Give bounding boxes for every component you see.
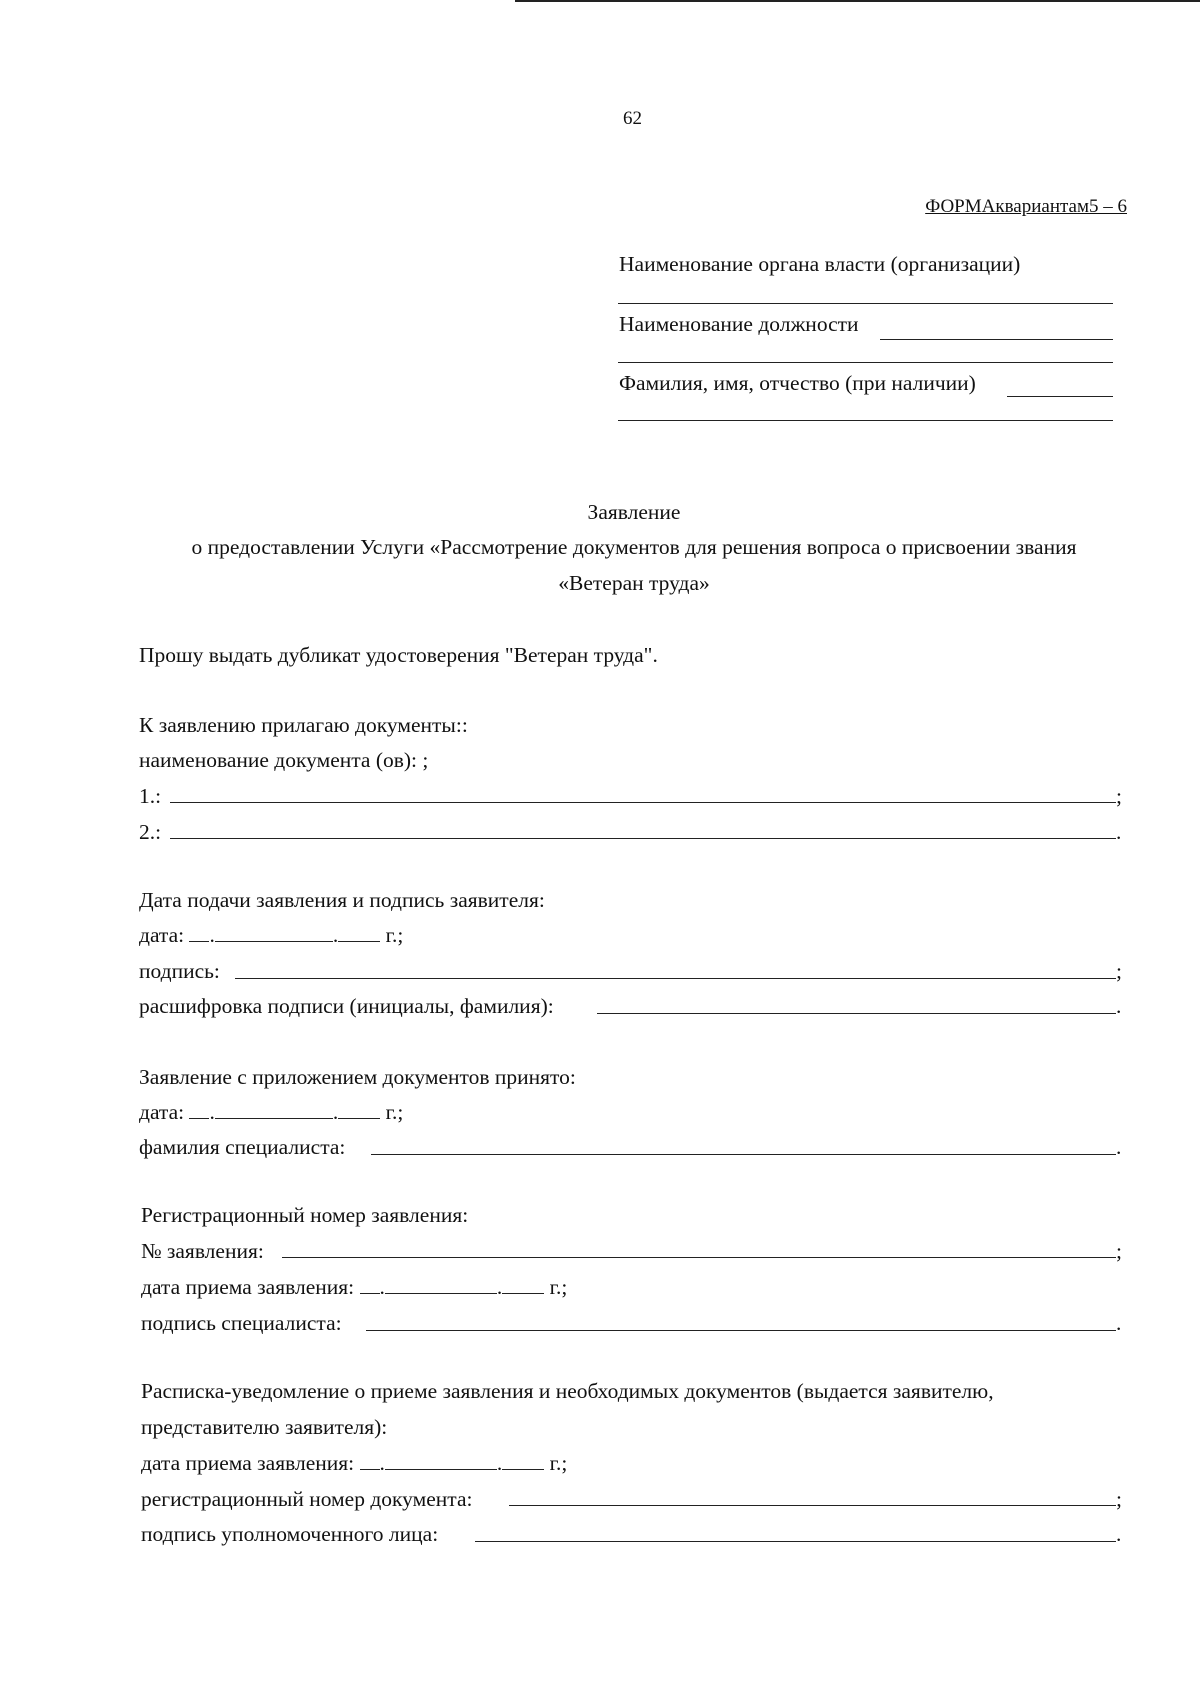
receipt-heading: Расписка-уведомление о приеме заявления и необходимых документов (выдается заявителю, (141, 1379, 994, 1403)
document-title: Заявление (587, 500, 681, 524)
scan-edge-line (515, 0, 1200, 2)
attachments-subheading: наименование документа (ов): ; (139, 748, 429, 772)
addressee-organ-label: Наименование органа власти (организации) (619, 252, 1021, 276)
addressee-fio-line-2[interactable] (618, 420, 1113, 421)
attachment-item-1-line[interactable] (170, 802, 1116, 803)
receipt-regnum-label: регистрационный номер документа: (141, 1487, 473, 1511)
submission-decode-line[interactable] (597, 1013, 1116, 1014)
registration-date: дата приема заявления: . . г.; (141, 1275, 568, 1299)
submission-date-label: дата: (139, 923, 185, 947)
receipt-date-label: дата приема заявления: (141, 1451, 355, 1475)
acceptance-heading: Заявление с приложением документов принято: (139, 1065, 576, 1089)
submission-day-field[interactable] (189, 923, 209, 942)
submission-signature-line[interactable] (235, 978, 1116, 979)
receipt-day-field[interactable] (360, 1451, 380, 1470)
acceptance-specialist-line[interactable] (371, 1154, 1116, 1155)
acceptance-year-field[interactable] (338, 1100, 380, 1119)
attachment-item-2-end: . (1116, 820, 1122, 844)
submission-decode-label: расшифровка подписи (инициалы, фамилия): (139, 994, 554, 1018)
registration-year-suffix: г.; (549, 1275, 568, 1299)
submission-decode-end: . (1116, 994, 1122, 1018)
page-number: 62 (623, 108, 642, 129)
attachment-item-1-end: ; (1116, 784, 1122, 808)
registration-signature-line[interactable] (366, 1330, 1116, 1331)
addressee-position-label: Наименование должности (619, 312, 859, 336)
attachment-item-1-label: 1.: (139, 784, 162, 808)
registration-year-field[interactable] (502, 1275, 544, 1294)
acceptance-day-field[interactable] (189, 1100, 209, 1119)
registration-number-label: № заявления: (141, 1239, 264, 1263)
addressee-organ-line[interactable] (618, 303, 1113, 304)
registration-number-end: ; (1116, 1239, 1122, 1263)
submission-date: дата: . . г.; (139, 923, 404, 947)
attachments-heading: К заявлению прилагаю документы:: (139, 713, 468, 737)
registration-signature-label: подпись специалиста: (141, 1311, 342, 1335)
document-subtitle-line2: «Ветеран труда» (558, 571, 710, 595)
acceptance-specialist-label: фамилия специалиста: (139, 1135, 346, 1159)
submission-signature-end: ; (1116, 959, 1122, 983)
receipt-regnum-end: ; (1116, 1487, 1122, 1511)
acceptance-month-field[interactable] (215, 1100, 333, 1119)
attachment-item-2-label: 2.: (139, 820, 162, 844)
document-subtitle: о предоставлении Услуги «Рассмотрение документов для решения вопроса о присвоении звания (191, 535, 1077, 559)
request-text: Прошу выдать дубликат удостоверения "Ветеран труда". (139, 643, 658, 667)
attachment-item-2-line[interactable] (170, 838, 1116, 839)
receipt-signature-line[interactable] (475, 1541, 1116, 1542)
submission-signature-label: подпись: (139, 959, 220, 983)
receipt-year-suffix: г.; (549, 1451, 568, 1475)
registration-signature-end: . (1116, 1311, 1122, 1335)
receipt-signature-end: . (1116, 1522, 1122, 1546)
submission-month-field[interactable] (215, 923, 333, 942)
registration-number-line[interactable] (282, 1257, 1116, 1258)
acceptance-date-label: дата: (139, 1100, 185, 1124)
receipt-regnum-line[interactable] (509, 1505, 1116, 1506)
acceptance-date: дата: . . г.; (139, 1100, 404, 1124)
registration-date-label: дата приема заявления: (141, 1275, 355, 1299)
addressee-position-line-2[interactable] (618, 362, 1113, 363)
receipt-date: дата приема заявления: . . г.; (141, 1451, 568, 1475)
acceptance-year-suffix: г.; (385, 1100, 404, 1124)
form-reference (925, 196, 1127, 218)
receipt-year-field[interactable] (502, 1451, 544, 1470)
addressee-fio-line[interactable] (1007, 396, 1113, 397)
registration-day-field[interactable] (360, 1275, 380, 1294)
submission-heading: Дата подачи заявления и подпись заявителя: (139, 888, 545, 912)
registration-heading: Регистрационный номер заявления: (141, 1203, 469, 1227)
acceptance-specialist-end: . (1116, 1135, 1122, 1159)
submission-year-suffix: г.; (385, 923, 404, 947)
addressee-position-line[interactable] (880, 339, 1113, 340)
registration-month-field[interactable] (385, 1275, 497, 1294)
form-reference-text: ФОРМАквариантам5 – 6 (925, 196, 1127, 217)
receipt-month-field[interactable] (385, 1451, 497, 1470)
submission-year-field[interactable] (338, 923, 380, 942)
receipt-signature-label: подпись уполномоченного лица: (141, 1522, 439, 1546)
receipt-heading-line2: представителю заявителя): (141, 1415, 388, 1439)
addressee-fio-label: Фамилия, имя, отчество (при наличии) (619, 371, 976, 395)
